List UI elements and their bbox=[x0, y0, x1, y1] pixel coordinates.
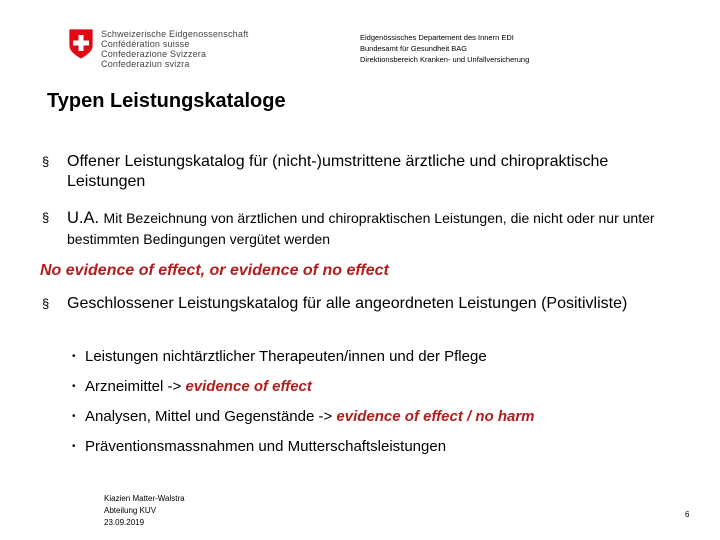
dept-line-1: Eidgenössisches Departement des Innern EDI bbox=[360, 33, 514, 42]
bullet-closed-catalog bbox=[42, 294, 682, 314]
dot-bullet-icon: • bbox=[72, 411, 76, 423]
red-statement: No evidence of effect, or evidence of no effect bbox=[40, 262, 389, 279]
list-item-red-text: evidence of effect / no harm bbox=[336, 408, 535, 425]
page-number: 6 bbox=[685, 510, 690, 519]
bullet-text: Geschlossener Leistungskatalog für alle angeordneten Leistungen (Positivliste) bbox=[67, 295, 628, 312]
slide-title: Typen Leistungskataloge bbox=[47, 90, 286, 112]
confed-line-1: Schweizerische Eidgenossenschaft bbox=[101, 29, 249, 39]
section-bullet-icon: § bbox=[42, 154, 50, 169]
list-item-text: Leistungen nichtärztlicher Therapeuten/innen und der Pflege bbox=[85, 348, 487, 365]
bullet-text-wrap bbox=[67, 208, 682, 250]
section-bullet-icon: § bbox=[42, 210, 50, 225]
swiss-coat-of-arms-icon bbox=[67, 28, 95, 60]
confed-line-4: Confederaziun svizra bbox=[101, 59, 190, 69]
confed-line-2: Confédération suisse bbox=[101, 39, 190, 49]
bullet-prefix: U.A. bbox=[67, 209, 100, 227]
list-item-text: Analysen, Mittel und Gegenstände -> bbox=[85, 408, 337, 425]
section-bullet-icon: § bbox=[42, 296, 50, 311]
confederation-wordmark bbox=[101, 29, 248, 69]
list-item bbox=[72, 347, 487, 367]
footer-author: Kiazien Matter-Walstra bbox=[104, 494, 185, 503]
dot-bullet-icon: • bbox=[72, 351, 76, 363]
dot-bullet-icon: • bbox=[72, 381, 76, 393]
list-item-text: Präventionsmassnahmen und Mutterschaftsleistungen bbox=[85, 438, 447, 455]
list-item-red-text: evidence of effect bbox=[185, 378, 312, 395]
list-item bbox=[72, 437, 446, 457]
dept-line-2: Bundesamt für Gesundheit BAG bbox=[360, 44, 468, 53]
department-info bbox=[360, 32, 529, 65]
footer-info bbox=[104, 493, 185, 529]
footer-unit: Abteilung KUV bbox=[104, 506, 157, 515]
confed-line-3: Confederazione Svizzera bbox=[101, 49, 207, 59]
list-item bbox=[72, 377, 312, 397]
bullet-text: Offener Leistungskatalog für (nicht-)umstrittene ärztliche und chiropraktische Leistungen bbox=[67, 153, 609, 190]
bullet-open-catalog bbox=[42, 152, 682, 192]
list-item-text: Arzneimittel -> bbox=[85, 378, 186, 395]
dept-line-3: Direktionsbereich Kranken- und Unfallversicherung bbox=[360, 55, 530, 64]
list-item bbox=[72, 407, 535, 427]
footer-date: 23.09.2019 bbox=[104, 518, 145, 527]
bullet-text: Mit Bezeichnung von ärztlichen und chiropraktischen Leistungen, die nicht oder nur unter bestimmten Bedingungen vergütet werden bbox=[67, 210, 655, 247]
bullet-ua bbox=[42, 208, 682, 250]
dot-bullet-icon: • bbox=[72, 441, 76, 453]
